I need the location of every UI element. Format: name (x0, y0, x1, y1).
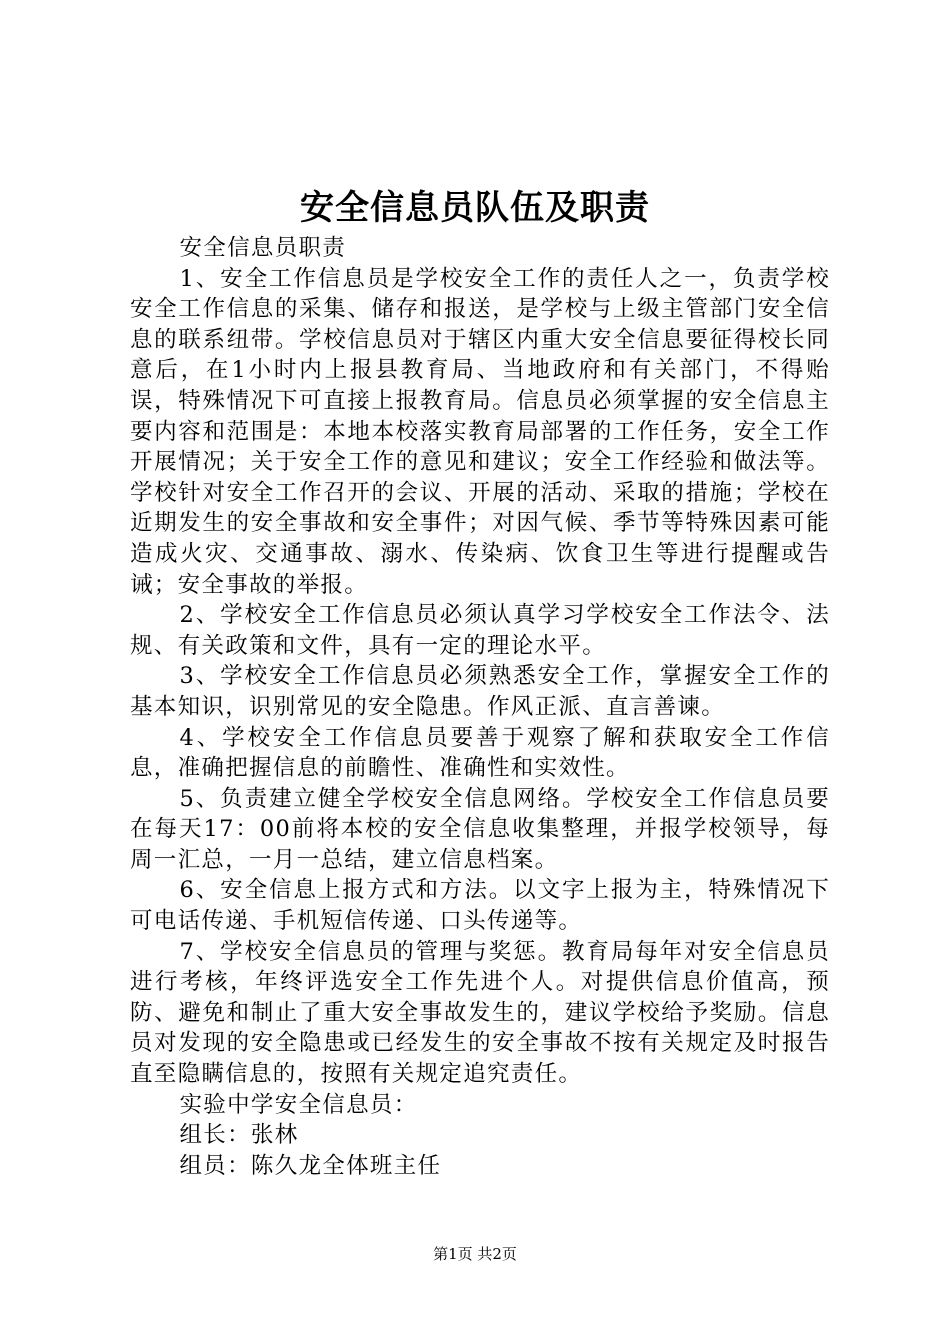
team-heading: 实验中学安全信息员： (179, 1091, 418, 1118)
team-leader: 组长：张林 (179, 1122, 299, 1149)
paragraph-duty-7: 7、学校安全信息员的管理与奖惩。教育局每年对安全信息员进行考核，年终评选安全工作先进个人。对提供信息价值高，预防、避免和制止了重大安全事故发生的，建议学校给予奖励。信息员对发现的安全隐患或已经发生的安全事故不按有关规定及时报告直至隐瞒信息的，按照有关规定追究责任。 (130, 938, 830, 1088)
paragraph-duty-3: 3、学校安全工作信息员必须熟悉安全工作，掌握安全工作的基本知识，识别常见的安全隐患。作风正派、直言善谏。 (130, 663, 830, 720)
paragraph-duty-6: 6、安全信息上报方式和方法。以文字上报为主，特殊情况下可电话传递、手机短信传递、口头传递等。 (130, 877, 830, 935)
document-title: 安全信息员队伍及职责 (300, 188, 650, 228)
paragraph-duty-5: 5、负责建立健全学校安全信息网络。学校安全工作信息员要在每天17：00前将本校的安全信息收集整理，并报学校领导，每周一汇总，一月一总结，建立信息档案。 (130, 785, 830, 873)
document-body (130, 233, 830, 1181)
paragraph-duty-4: 4、学校安全工作信息员要善于观察了解和获取安全工作信息，准确把握信息的前瞻性、准确性和实效性。 (130, 724, 830, 782)
paragraph-duty-2: 2、学校安全工作信息员必须认真学习学校安全工作法令、法规、有关政策和文件，具有一定的理论水平。 (130, 602, 830, 659)
team-members: 组员：陈久龙全体班主任 (179, 1152, 442, 1179)
page-indicator: 第1页 共2页 (433, 1245, 517, 1263)
paragraph-duty-1: 1、安全工作信息员是学校安全工作的责任人之一，负责学校安全工作信息的采集、储存和报送，是学校与上级主管部门安全信息的联系纽带。学校信息员对于辖区内重大安全信息要征得校长同意后，在1小时内上报县教育局、当地政府和有关部门，不得贻误，特殊情况下可直接上报教育局。信息员必须掌握的安全信息主要内容和范围是：本地本校落实教育局部署的工作任务，安全工作开展情况；关于安全工作的意见和建议；安全工作经验和做法等。学校针对安全工作召开的会议、开展的活动、采取的措施；学校在近期发生的安全事故和安全事件；对因气候、季节等特殊因素可能造成火灾、交通事故、溺水、传染病、饮食卫生等进行提醒或告诫；安全事故的举报。 (130, 265, 830, 598)
section-heading: 安全信息员职责 (179, 235, 347, 261)
